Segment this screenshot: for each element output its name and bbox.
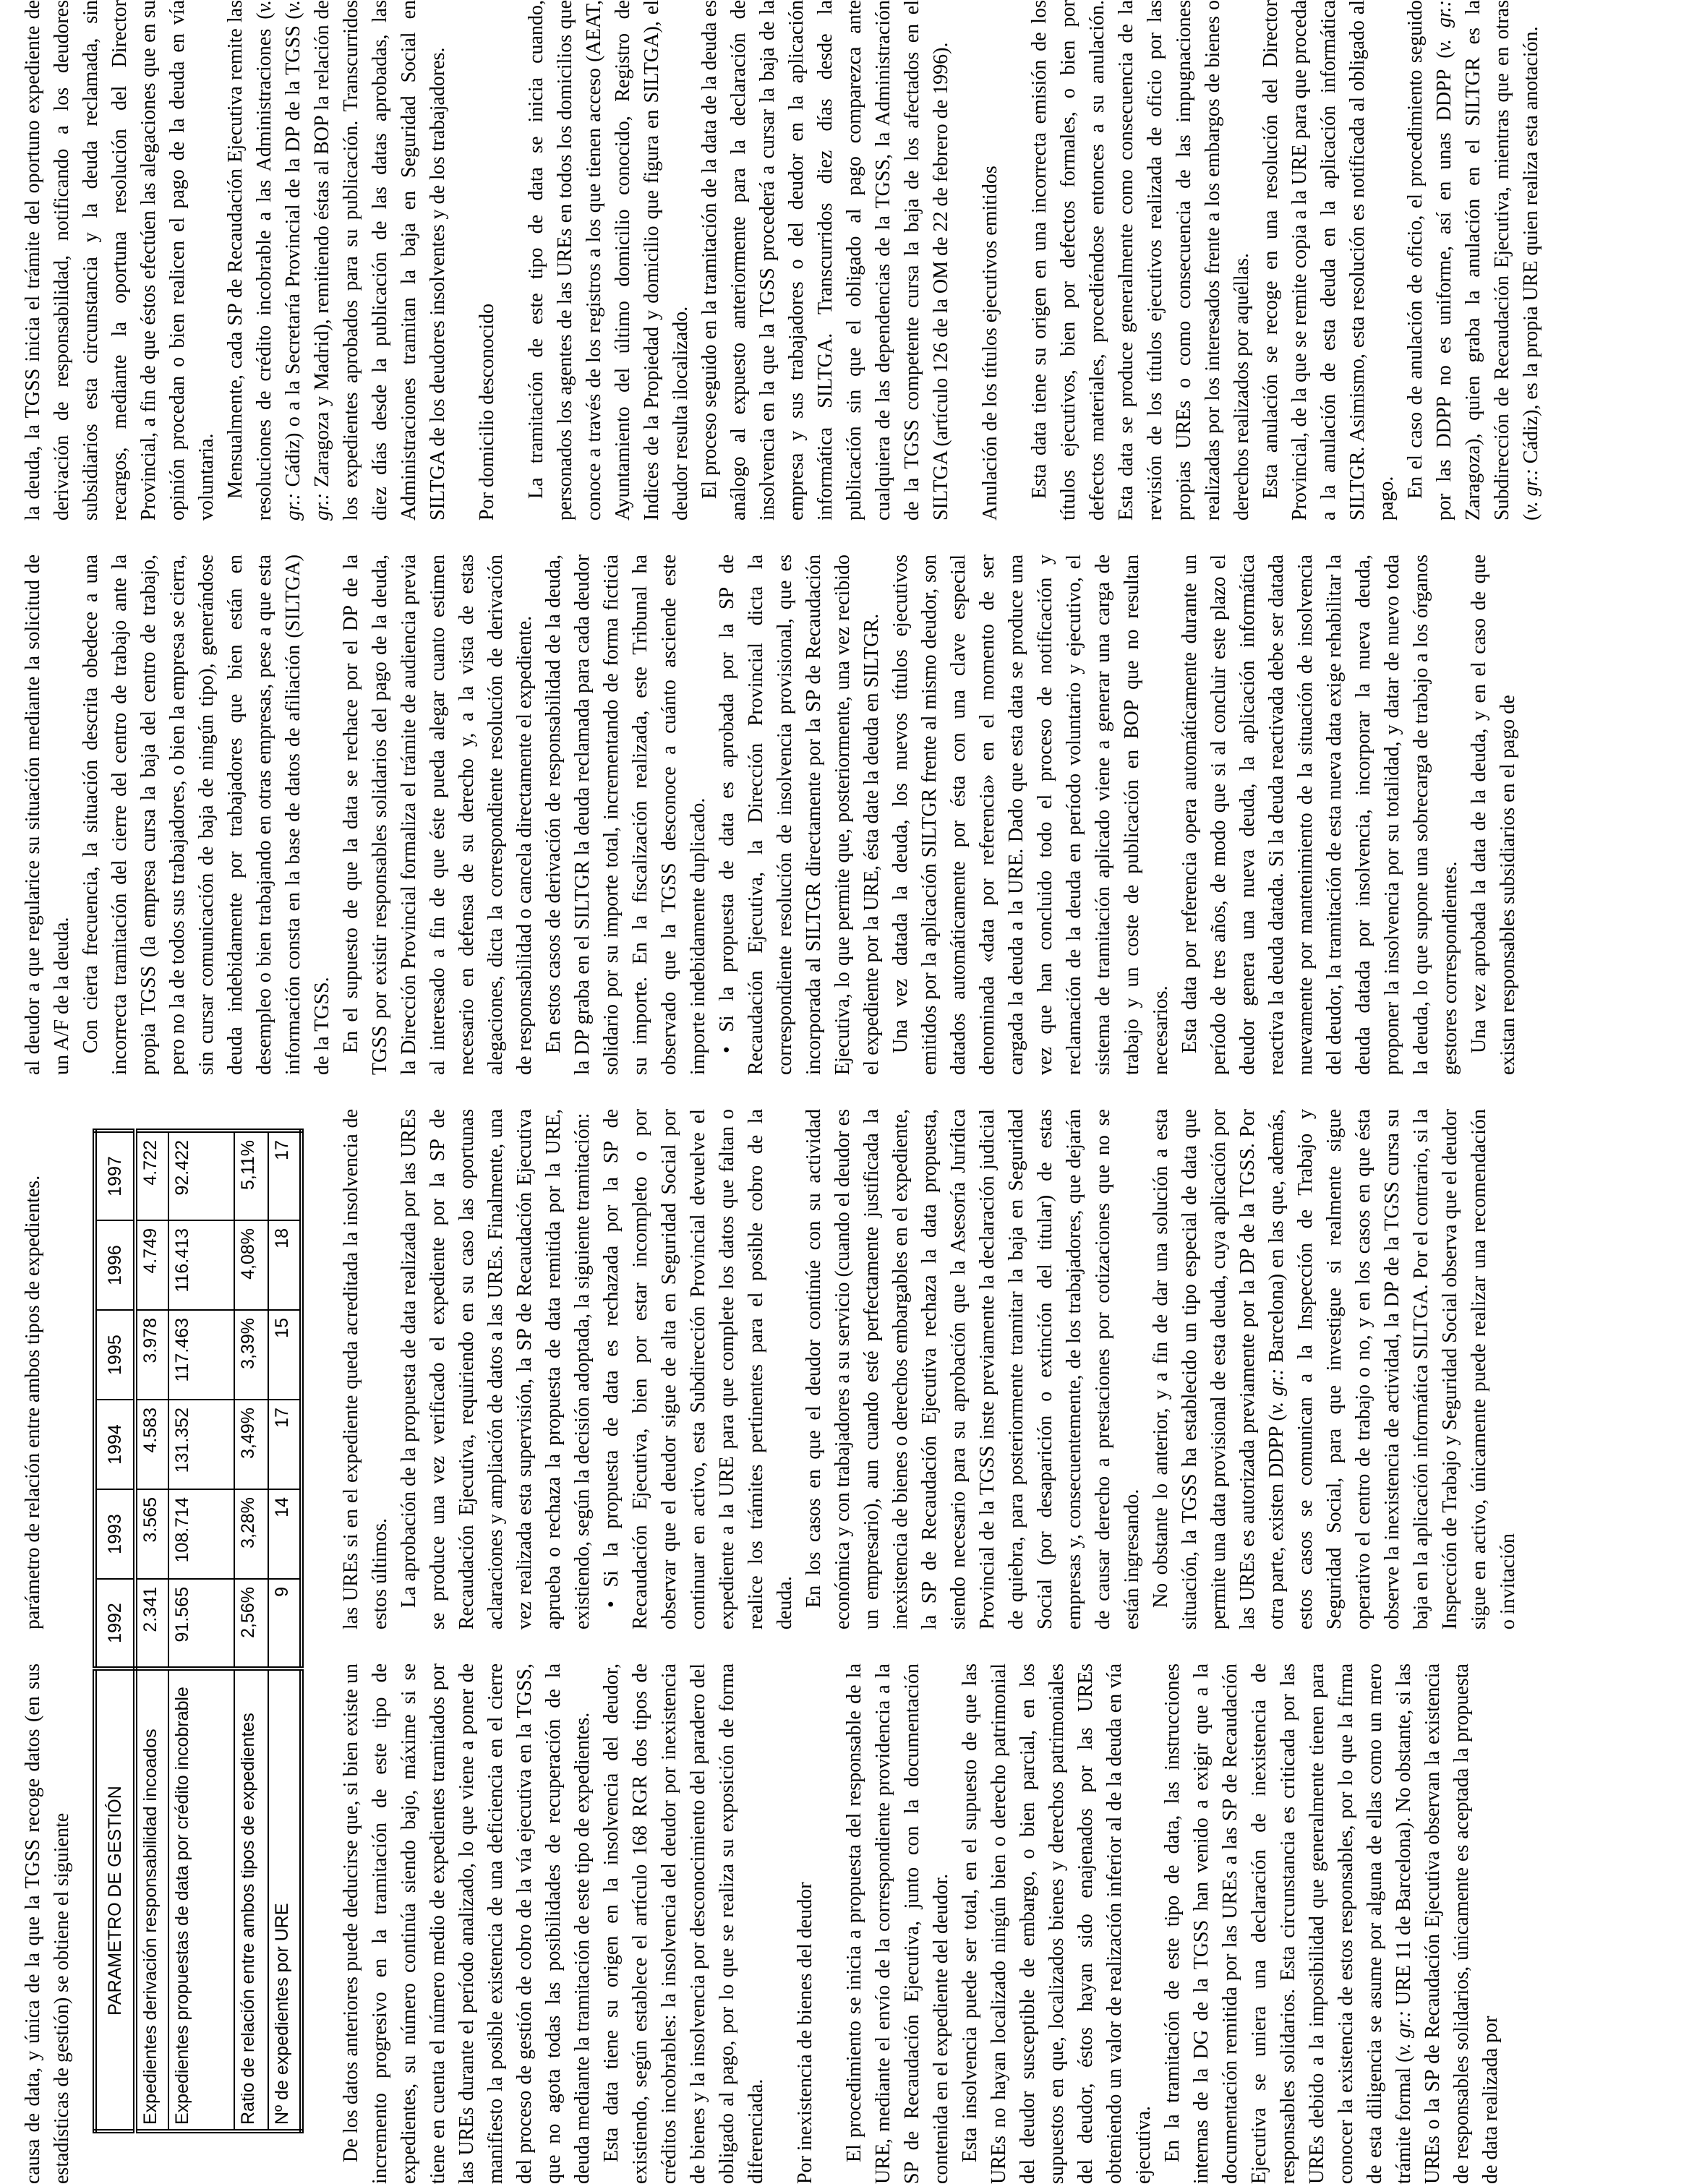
text-run: Esta data tiene su origen en una incorrecta emisión de los títulos ejecutivos, bien por defectos formales, o bien por defectos materiales, procediéndose entonces a su anulación. Esta data se produce generalmente como consecuencia de la revisión de los títulos ejecutivos realizada de oficio por las propias UREs o como consecuencia de las impugnaciones realizadas por los interesados frente a los embargos de bienes o derechos realizados por aquéllas. (1028, 0, 1253, 521)
text-run: Anulación de los títulos ejecutivos emitidos (979, 166, 1001, 521)
body-paragraph (395, 1109, 597, 1630)
management-parameters-table (93, 1129, 304, 2133)
value-cell: 15 (268, 1310, 302, 1400)
year-header-cell: 1997 (95, 1131, 135, 1220)
body-paragraph (886, 554, 1176, 1075)
value-cell: 108.714 (168, 1489, 234, 1579)
body-paragraph (597, 1109, 800, 1630)
table-row (268, 1131, 302, 2131)
value-cell: 17 (268, 1131, 302, 1220)
section-heading (791, 1663, 820, 2184)
text-run: URE 11 de Barcelona). No obstante, si las UREs o la SP de Recaudación Ejecutiva observan la existencia de responsables solidarios, únicamente es aceptada la propuesta de data realizada por (1393, 1663, 1502, 2184)
body-paragraph (713, 554, 886, 1075)
value-cell: 3,39% (234, 1310, 268, 1400)
italic-abbreviation: v. gr.: (282, 0, 333, 521)
value-cell: 2,56% (234, 1579, 268, 1669)
text-run: al deudor a que regularice su situación mediante la solicitud de un A/F de la deuda. (22, 554, 73, 1075)
value-cell: 2.341 (135, 1579, 168, 1669)
text-run: El procedimiento se inicia a propuesta del responsable de la URE, mediante el envío de la correspondiente providencia a la SP de Recaudación Ejecutiva, junto con la documentación contenida en el expediente del deudor. (843, 1663, 952, 2184)
table-row (168, 1131, 234, 2131)
value-cell: 5,11% (234, 1131, 268, 1220)
body-paragraph (1176, 554, 1465, 1075)
text-run: Esta insolvencia puede ser total, en el supuesto de que las UREs no hayan localizado ningún bien o derecho patrimonial del deudor susceptible de embargo, o bien parcial, en los supuestos en que, localizados bienes y derechos patrimoniales del deudor, éstos hayan sido enajenados por las UREs obteniendo un valor de realización inferior al de la deuda en vía ejecutiva. (959, 1663, 1155, 2184)
text-run: • Si la propuesta de data es aprobada por la SP de Recaudación Ejecutiva, la Dirección Provincial dicta la correspondiente resolución de insolvencia provisional, que es incorporada al SILTGR directamente por la SP de Recaudación Ejecutiva, lo que permite que, posteriormente, una vez recibido el expediente por la URE, ésta date la deuda en SILTGR. (716, 554, 883, 1075)
value-cell: 18 (268, 1220, 302, 1310)
body-paragraph (1257, 0, 1401, 521)
body-paragraph (800, 1109, 1147, 1630)
text-run: En los casos en que el deudor continúe con su actividad económica y con trabajadores a su servicio (cuando el deudor es un empresario), aun cuando esté perfectamente justificada la inexistencia de bienes o derechos embargables en el expediente, la SP de Recaudación Ejecutiva rechaza la data propuesta, siendo necesario para su aprobación que la Asesoría Jurídica Provincial de la TGSS inste previamente la declaración judicial de quiebra, para posteriormente tramitar la baja en Seguridad Social (por desaparición o extinción del titular) de estas empresas y, consecuentemente, de los trabajadores, que dejarán de causar derecho a prestaciones por cotizaciones que no se están ingresando. (803, 1109, 1143, 1630)
value-cell: 116.413 (168, 1220, 234, 1310)
body-paragraph (840, 1663, 956, 2184)
value-cell: 117.463 (168, 1310, 234, 1400)
year-header-cell: 1995 (95, 1310, 135, 1400)
body-paragraph (539, 554, 713, 1075)
text-run: La tramitación de este tipo de data se inicia cuando, personados los agentes de las UREs en todos los domicilios que conoce a través de los registros a los que tienen acceso (AEAT, Ayuntamiento del último domicilio conocido, Registro de Indices de la Propiedad y domicilio que figura en SILTGA), el deudor resulta ilocalizado. (525, 0, 692, 521)
body-paragraph (597, 1663, 771, 2184)
value-cell: 17 (268, 1400, 302, 1489)
body-paragraph (221, 0, 453, 521)
value-cell: 4.749 (135, 1220, 168, 1310)
text-run: La aprobación de la propuesta de data realizada por las UREs se produce una vez verificado el expediente por la SP de Recaudación Ejecutiva, requiriendo en su caso las oportunas aclaraciones y ampliación de datos a las UREs. Finalmente, una vez realizada esta supervisión, la SP de Recaudación Ejecutiva aprueba o rechaza la propuesta de data remitida por la URE, existiendo, según la decisión adoptada, la siguiente tramitación: (398, 1109, 594, 1630)
italic-abbreviation: v. gr.: (1520, 468, 1542, 514)
value-cell: 4.722 (135, 1131, 168, 1220)
text-run: En estos casos de derivación de responsabilidad de la deuda, la DP graba en el SILTGR la deuda reclamada para cada deudor solidario por su importe total, incrementando de forma ficticia su importe. En la fiscalización realizada, este Tribunal ha observado que la TGSS desconoce a cuánto asciende este importe indebidamente duplicado. (542, 554, 709, 1075)
value-cell: 4.583 (135, 1400, 168, 1489)
value-cell: 14 (268, 1489, 302, 1579)
text-run: la deuda, la TGSS inicia el trámite del oportuno expediente de derivación de responsabilidad, notificando a los deudores subsidiarios esta circunstancia y la deuda reclamada, sin recargos, mediante la oportuna resolución del Director Provincial, a fin de que éstos efectúen las alegaciones que en su opinión procedan o bien realicen el pago de la deuda en vía voluntaria. (22, 0, 218, 521)
body-paragraph (696, 0, 956, 521)
text-run: El proceso seguido en la tramitación de la data de la deuda es análogo al expuesto anteriormente para la declaración de insolvencia en la que la TGSS procederá a cursar la baja de la empresa y sus trabajadores o del deudor en la aplicación informática SILTGA. Transcurridos diez días desde la publicación sin que el obligado al pago comparezca ante cualquiera de las dependencias de la TGSS, la Administración de la TGSS competente cursa la baja de los afectados en el SILTGA (artículo 126 de la OM de 22 de febrero de 1996). (698, 0, 952, 521)
body-paragraph (1401, 0, 1546, 521)
italic-abbreviation: v. gr.: (1265, 1368, 1288, 1415)
value-cell: 131.352 (168, 1400, 234, 1489)
year-header-cell: 1992 (95, 1579, 135, 1669)
text-run: • Si la propuesta de data es rechazada por la SP de Recaudación Ejecutiva, bien por estar incompleto o por observar que el deudor sigue de alta en Seguridad Social por continuar en activo, esta Subdirección Provincial devuelve el expediente a la URE para que complete los datos que faltan o realice los trámites pertinentes para el posible cobro de la deuda. (600, 1109, 796, 1630)
text-run: En el caso de anulación de oficio, el procedimiento seguido por las DDPP no es uniforme, así en unas DDPP ( (1404, 0, 1455, 521)
text-run: Esta data por referencia opera automáticamente durante un período de tres años, de modo que si al concluir este plazo el deudor genera una nueva deuda, la aplicación informática reactiva la deuda datada. Si la deuda reactivada debe ser datada nuevamente por mantenimiento de la situación de insolvencia del deudor, la tramitación de esta nueva data exige rehabilitar la deuda datada por insolvencia, incorporar la nueva deuda, proponer la insolvencia por su totalidad, y datar de nuevo toda la deuda, lo que supone una sobrecarga de trabajo a los órganos gestores correspondientes. (1179, 554, 1461, 1075)
body-paragraph (1158, 1663, 1505, 2184)
italic-abbreviation: v. gr.: (253, 0, 304, 521)
row-label-cell: Nº de expedientes por URE (268, 1669, 302, 2131)
body-paragraph (1465, 554, 1523, 1075)
text-run: En la tramitación de este tipo de data, las instrucciones internas de la DG de la TGSS han venido a exigir que a la documentación remitida por las UREs a las SP de Recaudación Ejecutiva se uniera una declaración de inexistencia de responsables solidarios. Esta circunstancia es criticada por las UREs debido a la imposibilidad que generalmente tienen para conocer la existencia de estos responsables, por lo que la firma de esta diligencia se asume por alguna de ellas como un mero trámite formal ( (1161, 1663, 1415, 2184)
italic-abbreviation: v. gr.: (1393, 2010, 1415, 2056)
text-run: Esta anulación se recoge en una resolución del Director Provincial, de la que se remite copia a la URE para que proceda a la anulación de esta deuda en la aplicación informática SILTGR. Asimismo, esta resolución es notificada al obligado al pago. (1260, 0, 1398, 521)
row-label-cell: Ratio de relación entre ambos tipos de expedientes (234, 1669, 268, 2131)
body-paragraph (19, 0, 221, 521)
table-body (135, 1131, 302, 2131)
body-paragraph (956, 1663, 1158, 2184)
italic-abbreviation: v. gr.: (1433, 0, 1455, 52)
body-paragraph (19, 554, 77, 1075)
text-column-3 (0, 554, 1689, 1075)
table-title-cell: PARAMETRO DE GESTIÓN (95, 1669, 135, 2131)
year-header-cell: 1994 (95, 1400, 135, 1489)
text-run: Esta data tiene su origen en la insolvencia del deudor, existiendo, según establece el artículo 168 RGR dos tipos de créditos incobrables: la insolvencia del deudor por inexistencia de bienes y la insolvencia por desconocimiento del paradero del obligado al pago, por lo que se realiza su exposición de forma diferenciada. (600, 1663, 767, 2184)
value-cell: 3.565 (135, 1489, 168, 1579)
body-paragraph (522, 0, 696, 521)
table-row (135, 1131, 168, 2131)
value-cell: 3,28% (234, 1489, 268, 1579)
text-run: Con cierta frecuencia, la situación descrita obedece a una incorrecta tramitación del cierre del centro de trabajo ante la propia TGSS (la empresa cursa la baja del centro de trabajo, pero no la de todos sus trabajadores, o bien la empresa se cierra, sin cursar comunicación de baja de ningún tipo), generándose deuda indebidamente por trabajadores que bien están en desempleo o bien trabajando en otras empresas, pese a que esta información consta en la base de datos de afiliación (SILTGA) de la TGSS. (80, 554, 333, 1075)
value-cell: 3.978 (135, 1310, 168, 1400)
body-paragraph (1147, 1109, 1523, 1630)
text-run: Barcelona) en las que, además, estos casos se comunican a la Inspección de Trabajo y Seguridad Social, para que investigue si realmente sigue operativo el centro de trabajo o no, y en los casos en que ésta observe la inexistencia de actividad, la DP de la TGSS cursa su baja en la aplicación informática SILTGA. Por el contrario, si la Inspección de Trabajo y Seguridad Social observa que el deudor sigue en activo, únicamente puede realizar una recomendación o invitación (1265, 1109, 1519, 1630)
text-run: parámetro de relación entre ambos tipos de expedientes. (22, 1175, 44, 1630)
text-run: Zaragoza), quien graba la anulación en el SILTGR es la Subdirección de Recaudación Ejecutiva, mientras que en otras ( (1462, 0, 1542, 521)
value-cell: 92.422 (168, 1131, 234, 1220)
section-heading (473, 0, 502, 521)
text-run: Cádiz), es la propia URE quien realiza esta anotación. (1520, 26, 1542, 469)
text-run: Por domicilio desconocido (476, 303, 498, 521)
value-cell: 9 (268, 1579, 302, 1669)
body-paragraph (337, 554, 539, 1075)
table-row (234, 1131, 268, 2131)
body-paragraph (337, 1109, 395, 1630)
body-paragraph (77, 554, 337, 1075)
body-paragraph (19, 1109, 77, 1630)
value-cell: 3,49% (234, 1400, 268, 1489)
value-cell: 91.565 (168, 1579, 234, 1669)
text-run: Mensualmente, cada SP de Recaudación Ejecutiva remite las resoluciones de crédito incobrable a las Administraciones ( (224, 0, 275, 521)
text-run: Zaragoza y Madrid), remitiendo éstas al BOP la relación de los expedientes aprobados para su publicación. Transcurridos diez días desde la publicación de las datas aprobadas, las Administraciones tramitan la baja en Seguridad Social en SILTGA de los deudores insolventes y de los trabajadores. (311, 0, 449, 521)
text-run: En el supuesto de que la data se rechace por el DP de la TGSS por existir responsables solidarios del pago de la deuda, la Dirección Provincial formaliza el trámite de audiencia previa al interesado a fin de que éste pueda alegar cuanto estimen necesario en defensa de su derecho y, a la vista de estas alegaciones, dicta la correspondiente resolución de derivación de responsabilidad o cancela directamente el expediente. (340, 554, 536, 1075)
text-run: Por inexistencia de bienes del deudor (794, 1882, 816, 2184)
section-heading (976, 0, 1005, 521)
year-header-cell: 1993 (95, 1489, 135, 1579)
year-header-cell: 1996 (95, 1220, 135, 1310)
text-run: De los datos anteriores puede deducirse que, si bien existe un incremento progresivo en la tramitación de este tipo de expedientes, su número continúa siendo bajo, máxime si se tiene en cuenta el número medio de expedientes tramitados por las UREs durante el período analizado, lo que viene a poner de manifiesto la posible existencia de una deficiencia en el cierre del proceso de gestión de cobro de la vía ejecutiva en la TGSS, que no agota todas las posibilidades de recuperación de la deuda mediante la tramitación de este tipo de expedientes. (340, 1663, 594, 2184)
text-run: Cádiz) o a la Secretaría Provincial de la DP de la TGSS ( (282, 12, 304, 493)
row-label-cell: Expedientes derivación responsabilidad incoados (135, 1669, 168, 2131)
text-run: Una vez aprobada la data de la deuda, y en el caso de que existan responsables subsidiarios en el pago de (1468, 554, 1519, 1075)
text-run: No obstante lo anterior, y a fin de dar una solución a esta situación, la TGSS ha establecido un tipo especial de data que permite una data provisional de esta deuda, cuya aplicación por las UREs es autorizada previamente por la DP de la TGSS. Por otra parte, existen DDPP ( (1150, 1109, 1288, 1630)
text-column-4 (0, 0, 1689, 521)
text-run: las UREs si en el expediente queda acreditada la insolvencia de estos últimos. (340, 1109, 391, 1630)
row-label-cell: Expedientes propuestas de data por crédito incobrable (168, 1669, 234, 2131)
text-run: causa de data, y única de la que la TGSS recoge datos (en sus estadísticas de gestión) se obtiene el siguiente (22, 1663, 73, 2184)
body-paragraph (1025, 0, 1257, 521)
value-cell: 4,08% (234, 1220, 268, 1310)
body-paragraph (337, 1663, 597, 2184)
body-paragraph (19, 1663, 77, 2184)
table-header-row (95, 1131, 135, 2131)
text-run: Una vez datada la deuda, los nuevos títulos ejecutivos emitidos por la aplicación SILTGR frente al mismo deudor, son datados automáticamente por ésta con una clave especial denominada «data por referencia» en el momento de ser cargada la deuda a la URE. Dado que esta data se produce una vez que han concluido todo el proceso de notificación y reclamación de la deuda en período voluntario y ejecutivo, el sistema de tramitación aplicado viene a generar una carga de trabajo y un coste de publicación en BOP que no resultan necesarios. (889, 554, 1172, 1075)
